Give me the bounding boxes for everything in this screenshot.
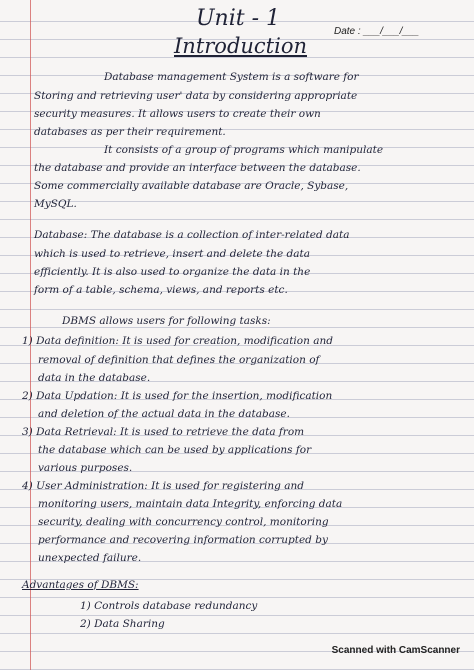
text-line: data in the database.	[38, 372, 151, 384]
text-line: 2) Data Updation: It is used for the insertion, modification	[22, 390, 333, 402]
text-line: Database management System is a software for	[104, 71, 359, 83]
text-line: removal of definition that defines the organization of	[38, 354, 320, 366]
text-line: which is used to retrieve, insert and delete the data	[34, 248, 310, 260]
text-line: security measures. It allows users to create their own	[34, 108, 321, 120]
page-title: Introduction	[174, 34, 307, 58]
text-line: Storing and retrieving user' data by considering appropriate	[34, 90, 358, 102]
text-line: 1) Controls database redundancy	[80, 600, 258, 612]
text-line: 1) Data definition: It is used for creation, modification and	[22, 335, 333, 347]
text-line: the database and provide an interface between the database.	[34, 162, 361, 174]
text-line: performance and recovering information corrupted by	[38, 534, 328, 546]
text-line: DBMS allows users for following tasks:	[62, 315, 271, 327]
text-line: 2) Data Sharing	[80, 618, 165, 630]
date-field: Date : ___/___/___	[334, 26, 420, 37]
text-line: unexpected failure.	[38, 552, 142, 564]
text-line: Advantages of DBMS:	[22, 579, 139, 591]
text-line: Some commercially available database are Oracle, Sybase,	[34, 180, 349, 192]
text-line: Database: The database is a collection of inter-related data	[34, 229, 350, 241]
text-line: and deletion of the actual data in the database.	[38, 408, 290, 420]
text-line: the database which can be used by applications for	[38, 444, 312, 456]
text-line: security, dealing with concurrency control, monitoring	[38, 516, 329, 528]
text-line: monitoring users, maintain data Integrity, enforcing data	[38, 498, 343, 510]
text-line: It consists of a group of programs which manipulate	[104, 144, 384, 156]
text-line: form of a table, schema, views, and reports etc.	[34, 284, 288, 296]
text-line: 4) User Administration: It is used for registering and	[22, 480, 304, 492]
text-line: efficiently. It is also used to organize the data in the	[34, 266, 311, 278]
text-line: 3) Data Retrieval: It is used to retrieve the data from	[22, 426, 305, 438]
unit-heading: Unit - 1	[196, 6, 281, 31]
text-line: MySQL.	[34, 198, 77, 210]
text-line: databases as per their requirement.	[34, 126, 226, 138]
scanner-watermark: Scanned with CamScanner	[331, 645, 460, 656]
text-line: various purposes.	[38, 462, 133, 474]
